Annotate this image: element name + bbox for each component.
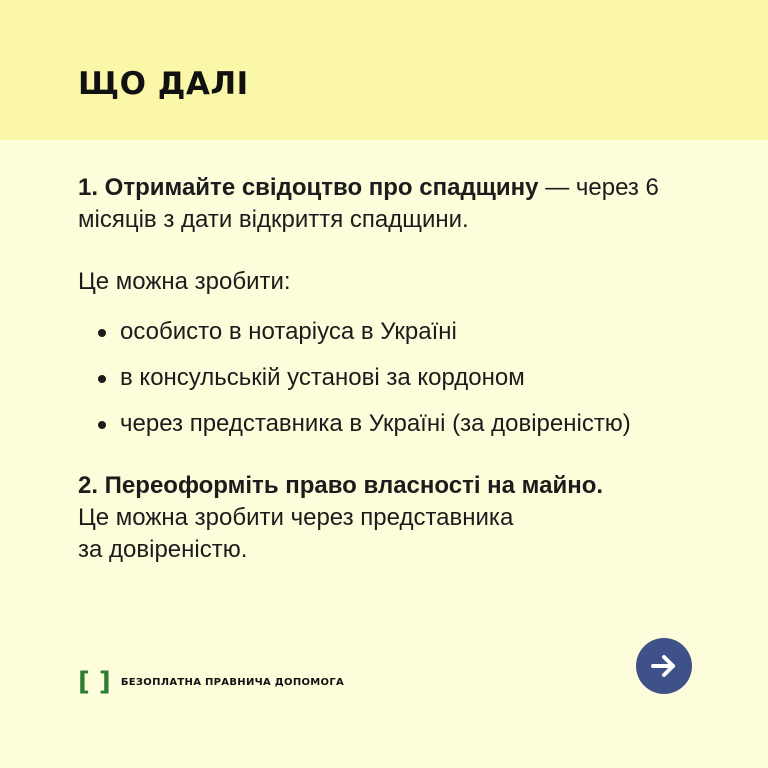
step-1-text <box>78 172 698 236</box>
arrow-right-icon <box>648 650 680 682</box>
header-banner <box>0 0 768 140</box>
bullet-icon <box>98 421 106 429</box>
page-title: ЩО ДАЛІ <box>78 66 249 102</box>
list-item <box>78 362 698 408</box>
next-button[interactable] <box>636 638 692 694</box>
list-item <box>78 316 698 362</box>
step-2-line-3: за довіреністю. <box>78 536 248 563</box>
options-lead: Це можна зробити: <box>78 268 291 295</box>
logo-text: БЕЗОПЛАТНА ПРАВНИЧА ДОПОМОГА <box>120 676 345 688</box>
step-1-detail: — через 6 місяців з дати відкриття спадщини. <box>78 174 659 233</box>
options-list <box>78 316 698 454</box>
list-item-label: через представника в Україні (за довіреністю) <box>120 410 631 437</box>
bracket-logo-icon: [ ] <box>78 667 111 697</box>
footer-logo <box>78 668 344 696</box>
step-1-heading: 1. Отримайте свідоцтво про спадщину <box>78 174 539 201</box>
bullet-icon <box>98 329 106 337</box>
main-content <box>78 172 698 566</box>
step-2-heading: 2. Переоформіть право власності на майно. <box>78 472 604 499</box>
list-item-label: в консульській установі за кордоном <box>120 364 525 391</box>
step-2-line-2: Це можна зробити через представника <box>78 504 514 531</box>
list-item <box>78 408 698 454</box>
list-item-label: особисто в нотаріуса в Україні <box>120 318 457 345</box>
bullet-icon <box>98 375 106 383</box>
